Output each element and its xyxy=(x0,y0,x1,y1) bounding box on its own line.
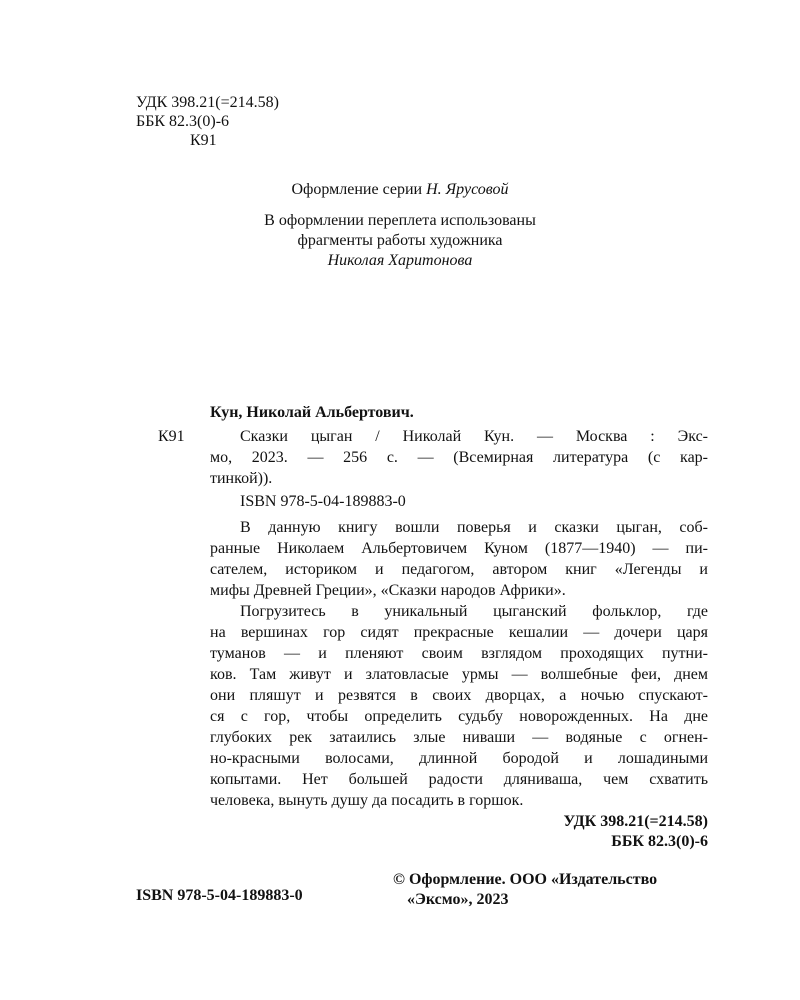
cover-note-line-2: фрагменты работы художника xyxy=(297,232,503,249)
series-design-credit xyxy=(0,180,800,200)
bibliography-author: Кун, Николай Альбертович. xyxy=(210,404,414,421)
bibliography-line-1: Сказки цыган / Николай Кун. — Москва : Экс- xyxy=(240,428,708,445)
designer-name: Н. Ярусовой xyxy=(426,181,509,198)
cover-artwork-note xyxy=(0,211,800,271)
bibliography-line-2: мо, 2023. — 256 с. — (Всемирная литература (с кар- xyxy=(210,449,708,466)
cover-note-artist: Николая Харитонова xyxy=(327,252,473,269)
annotation-line: глубоких рек затаились злые ниваши — водяные с огнен- xyxy=(210,729,708,746)
bibliography-line-3: тинкой)). xyxy=(210,470,273,487)
bibliography-code: К91 xyxy=(158,428,185,445)
annotation-line: но-красными волосами, длинной бородой и лошадиными xyxy=(210,750,708,767)
annotation-line: мифы Древней Греции», «Сказки народов Африки». xyxy=(210,582,566,599)
annotation-line: ся с гор, чтобы определить судьбу новорожденных. На дне xyxy=(210,708,708,725)
annotation-line: туманов — и пленяют своим взглядом проходящих путни- xyxy=(210,645,708,662)
annotation-line: они пляшут и резвятся в своих дворцах, а ночью спускают- xyxy=(210,687,708,704)
annotation-line: В данную книгу вошли поверья и сказки цыган, соб- xyxy=(240,519,708,536)
classification-block xyxy=(136,93,279,150)
annotation-line: на вершинах гор сидят прекрасные кешалии — дочери царя xyxy=(210,624,708,641)
copyright-line-2: «Эксмо», 2023 xyxy=(407,891,509,908)
footer-bbk: ББК 82.3(0)-6 xyxy=(611,833,708,850)
author-mark: К91 xyxy=(190,132,217,149)
isbn-record: ISBN 978-5-04-189883-0 xyxy=(240,493,406,510)
annotation-line: ков. Там живут и златовласые урмы — волшебные феи, днем xyxy=(210,666,708,683)
isbn-footer: ISBN 978-5-04-189883-0 xyxy=(136,887,303,904)
annotation-line: Погрузитесь в уникальный цыганский фольклор, где xyxy=(240,603,708,620)
bbk-code: ББК 82.3(0)-6 xyxy=(136,113,230,130)
footer-udk: УДК 398.21(=214.58) xyxy=(563,813,708,830)
copyright-line-1: © Оформление. ООО «Издательство xyxy=(393,871,658,888)
cover-note-line-1: В оформлении переплета использованы xyxy=(264,212,536,229)
annotation-line: сателем, историком и педагогом, автором книг «Легенды и xyxy=(210,561,708,578)
annotation-line: человека, вынуть душу да посадить в горшок. xyxy=(210,792,524,809)
copyright-notice xyxy=(393,870,657,910)
annotation-line: ранные Николаем Альбертовичем Куном (1877—1940) — пи- xyxy=(210,540,708,557)
udk-code: УДК 398.21(=214.58) xyxy=(136,94,279,111)
annotation-line: копытами. Нет большей радости дляниваша, чем схватить xyxy=(210,771,708,788)
design-prefix: Оформление серии xyxy=(291,181,427,198)
